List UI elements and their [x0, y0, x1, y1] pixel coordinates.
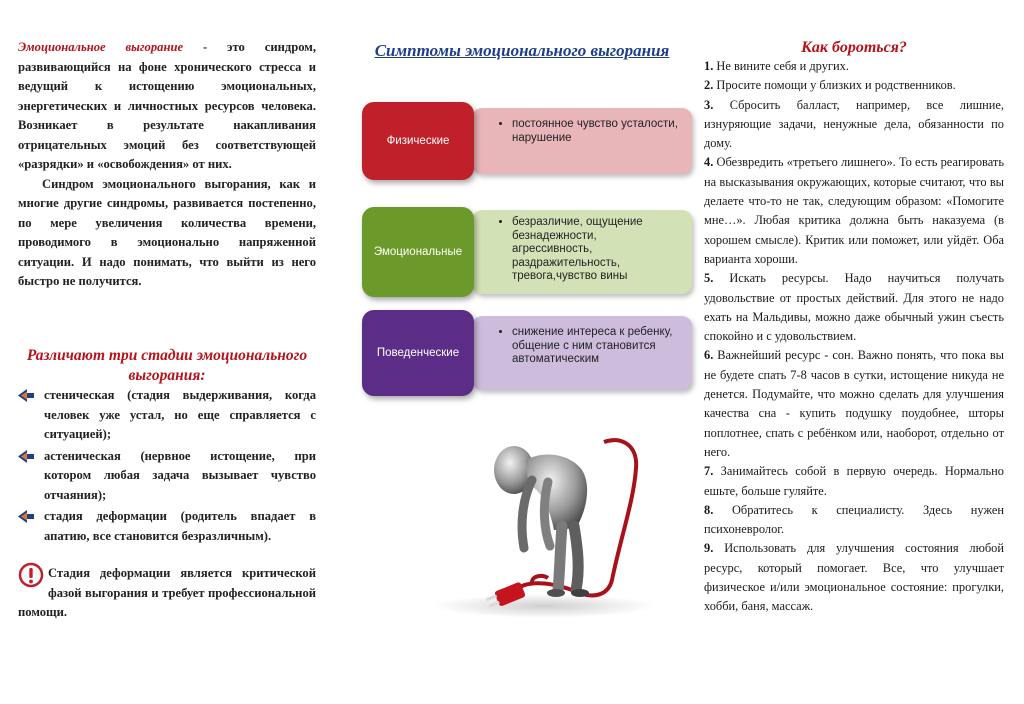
symptoms-title: Симптомы эмоционального выгорания — [374, 41, 670, 60]
left-column — [18, 0, 316, 704]
tip-item: 1. Не вините себя и других. — [704, 59, 849, 73]
symptom-text: • постоянное чувство усталости, нарушение — [512, 118, 678, 145]
stages-list — [18, 386, 316, 548]
arrow-bullet-icon — [18, 510, 34, 523]
symptom-description — [472, 316, 692, 390]
symptom-label: Физические — [362, 102, 474, 180]
tip-item: 4. Обезвредить «третьего лишнего». То есть реагировать на высказывания окружающих, которые считают, что вы делаете что-то не так, следующим образом: «Помогите мне…». Любая критика должна быть наказуема (в хорошем смысле). Критик или поможет, или уйдёт. Оба варианта хороши. — [704, 155, 1004, 266]
tip-item: 9. Использовать для улучшения состояния любой ресурс, который помогает. Все, что улучшает физическое и/или эмоциональное состояние: прогулки, хобби, баня, массаж. — [704, 541, 1004, 614]
symptom-label: Эмоциональные — [362, 207, 474, 297]
intro-text: - это синдром, развивающийся на фоне хронического стресса и ведущий к истощению эмоциональных, энергетических и личностных ресурсов человека. Возникает в результате накапливания отрицательных эмоций без соответствующей «разрядки» и «освобождения» от них. — [18, 40, 316, 171]
tip-item: 7. Занимайтесь собой в первую очередь. Нормально ешьте, больше гуляйте. — [704, 464, 1004, 498]
intro — [18, 38, 316, 292]
tip-item: 5. Искать ресурсы. Надо научиться получать удовольствие от простых действий. Для этого не надо ехать на Мальдивы, можно даже обычный ужин съесть спокойно и с удовольствием. — [704, 271, 1004, 344]
symptom-text: • снижение интереса к ребенку, общение с ним становится автоматическим — [512, 326, 678, 367]
warning-note — [18, 564, 316, 623]
symptom-physical — [362, 102, 692, 180]
tip-item: 2. Просите помощи у близких и родственников. — [704, 78, 956, 93]
symptom-description — [472, 210, 692, 294]
symptom-label: Поведенческие — [362, 310, 474, 396]
stage-item — [18, 507, 316, 546]
arrow-bullet-icon — [18, 389, 34, 402]
symptom-description — [472, 108, 692, 174]
tips-list — [704, 57, 1004, 617]
tip-item: 6. Важнейший ресурс - сон. Важно понять, что пока вы не будете спать 7-8 часов в сутки, истощение никуда не денется. Подумайте, что можно сделать для улучшения качества сна - купить подушку поудобнее, шторы поплотнее, спать с ребёнком или, наоборот, отдельно от него. — [704, 348, 1004, 459]
fight-title: Как бороться? — [801, 39, 907, 56]
stage-text: стеническая (стадия выдерживания, когда человек уже устал, но еще справляется с ситуацией); — [44, 388, 316, 441]
middle-column — [352, 0, 692, 704]
intro-term: Эмоциональное выгорание — [18, 40, 184, 54]
tip-item: 8. Обратитесь к специалисту. Здесь нужен психоневролог. — [704, 502, 1004, 537]
stage-item — [18, 447, 316, 506]
exclamation-icon — [18, 562, 44, 588]
stage-text: астеническая (нервное истощение, при котором любая задача вызывает чувство отчаяния); — [44, 448, 316, 502]
stage-item — [18, 386, 316, 445]
intro-paragraph-1 — [18, 38, 316, 175]
symptom-text: • безразличие, ощущение безнадежности, агрессивность, раздражительность, тревога,чувство вины — [512, 216, 678, 284]
right-column — [704, 0, 1004, 704]
stages-title: Различают три стадии эмоционального выгорания: — [26, 347, 308, 384]
exhausted-figure-image — [424, 430, 662, 620]
intro-paragraph-2: Синдром эмоционального выгорания, как и многие другие синдромы, развивается постепенно, по мере увеличения количества времени, проводимого в эмоционально напряженной ситуации. И надо понимать, что выйти из него быстро не получится. — [18, 176, 316, 288]
symptom-emotional — [362, 204, 692, 300]
symptom-behavioral — [362, 310, 692, 396]
stage-text: стадия деформации (родитель впадает в апатию, все становится безразличным). — [44, 509, 316, 543]
arrow-bullet-icon — [18, 450, 34, 463]
tip-item: 3. Сбросить балласт, например, все лишние, изнуряющие задачи, ненужные дела, обязанности по дому. — [704, 97, 1004, 151]
warning-text: Стадия деформации является критической фазой выгорания и требует профессиональной помощи. — [18, 566, 316, 619]
